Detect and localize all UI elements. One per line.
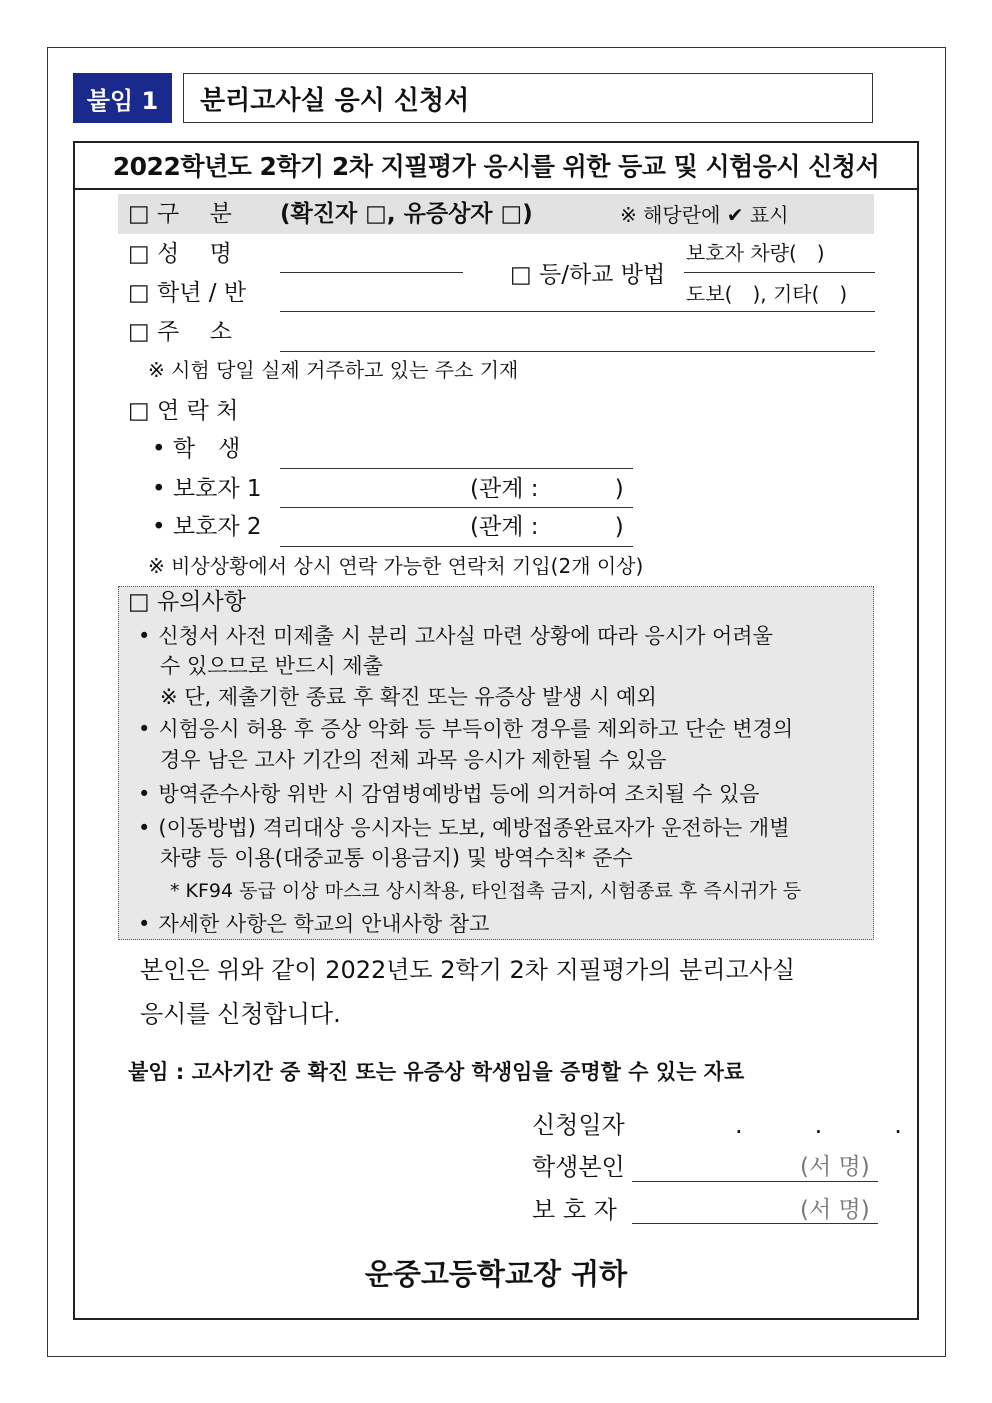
notice-title: □ 유의사항 [128, 589, 246, 615]
guardian-sign-line[interactable] [632, 1223, 878, 1224]
contact-note: ※ 비상상황에서 상시 연락 가능한 연락처 기입(2개 이상) [148, 554, 644, 578]
transport-divider [684, 272, 875, 273]
guardian1-relation: (관계 : ) [470, 476, 624, 502]
attachment-note: 붙임 : 고사기간 중 확진 또는 유증상 학생임을 증명할 수 있는 자료 [128, 1060, 745, 1084]
statement-line-2: 응시를 신청합니다. [140, 1000, 341, 1028]
notice-line: 경우 남은 고사 기간의 전체 과목 응시가 제한될 수 있음 [160, 748, 667, 772]
contact-student-field[interactable] [280, 468, 633, 469]
class-label: □ 학년 / 반 [128, 280, 247, 306]
category-options[interactable]: (확진자 □, 유증상자 □) [280, 201, 533, 227]
contact-student-label: • 학 생 [152, 436, 241, 462]
student-sign-placeholder: (서 명) [800, 1154, 870, 1180]
address-label: □ 주 소 [128, 319, 232, 345]
date-label: 신청일자 [532, 1111, 625, 1139]
transport-label: □ 등/하교 방법 [510, 262, 666, 288]
name-field[interactable] [280, 272, 463, 273]
contact-guardian2-label: • 보호자 2 [152, 514, 262, 540]
notice-line: * KF94 동급 이상 마스크 상시착용, 타인접촉 금지, 시험종료 후 즉시귀가 등 [170, 880, 802, 902]
notice-line: • 방역준수사항 위반 시 감염병예방법 등에 의거하여 조치될 수 있음 [138, 784, 760, 805]
notice-line: • 신청서 사전 미제출 시 분리 고사실 마련 상황에 따라 응시가 어려울 [138, 626, 773, 647]
document-title: 분리고사실 응시 신청서 [183, 73, 873, 123]
transport-option-car[interactable]: 보호자 차량( ) [686, 241, 825, 265]
class-field[interactable] [280, 311, 875, 312]
addressee: 운중고등학교장 귀하 [364, 1257, 628, 1291]
transport-option-walk[interactable]: 도보( ), 기타( ) [686, 282, 848, 306]
student-sign-line[interactable] [632, 1181, 878, 1182]
contact-label: □ 연 락 처 [128, 398, 239, 424]
category-label: □ 구 분 [128, 201, 232, 227]
student-sign-label: 학생본인 [532, 1153, 625, 1181]
notice-line: 차량 등 이용(대중교통 이용금지) 및 방역수칙* 준수 [160, 846, 633, 870]
contact-guardian1-field[interactable] [280, 507, 633, 508]
guardian2-relation: (관계 : ) [470, 514, 624, 540]
notice-line: 수 있으므로 반드시 제출 [160, 654, 383, 678]
notice-line: • 자세한 사항은 학교의 안내사항 참고 [138, 914, 489, 935]
category-hint: ※ 해당란에 ✔ 표시 [620, 203, 789, 227]
date-field[interactable]: . . . [735, 1111, 902, 1139]
name-label: □ 성 명 [128, 241, 232, 267]
attachment-tag: 붙임 1 [73, 73, 172, 123]
guardian-sign-placeholder: (서 명) [800, 1197, 870, 1223]
guardian-sign-label: 보 호 자 [532, 1196, 617, 1224]
form-heading: 2022학년도 2학기 2차 지필평가 응시를 위한 등교 및 시험응시 신청서 [73, 141, 919, 190]
statement-line-1: 본인은 위와 같이 2022년도 2학기 2차 지필평가의 분리고사실 [140, 956, 796, 984]
address-field[interactable] [280, 351, 875, 352]
contact-guardian1-label: • 보호자 1 [152, 476, 262, 502]
notice-line: ※ 단, 제출기한 종료 후 확진 또는 유증상 발생 시 예외 [160, 685, 657, 709]
contact-guardian2-field[interactable] [280, 546, 633, 547]
notice-line: • 시험응시 허용 후 증상 악화 등 부득이한 경우를 제외하고 단순 변경의 [138, 719, 793, 740]
notice-line: • (이동방법) 격리대상 응시자는 도보, 예방접종완료자가 운전하는 개별 [138, 818, 790, 839]
address-note: ※ 시험 당일 실제 거주하고 있는 주소 기재 [148, 358, 519, 382]
